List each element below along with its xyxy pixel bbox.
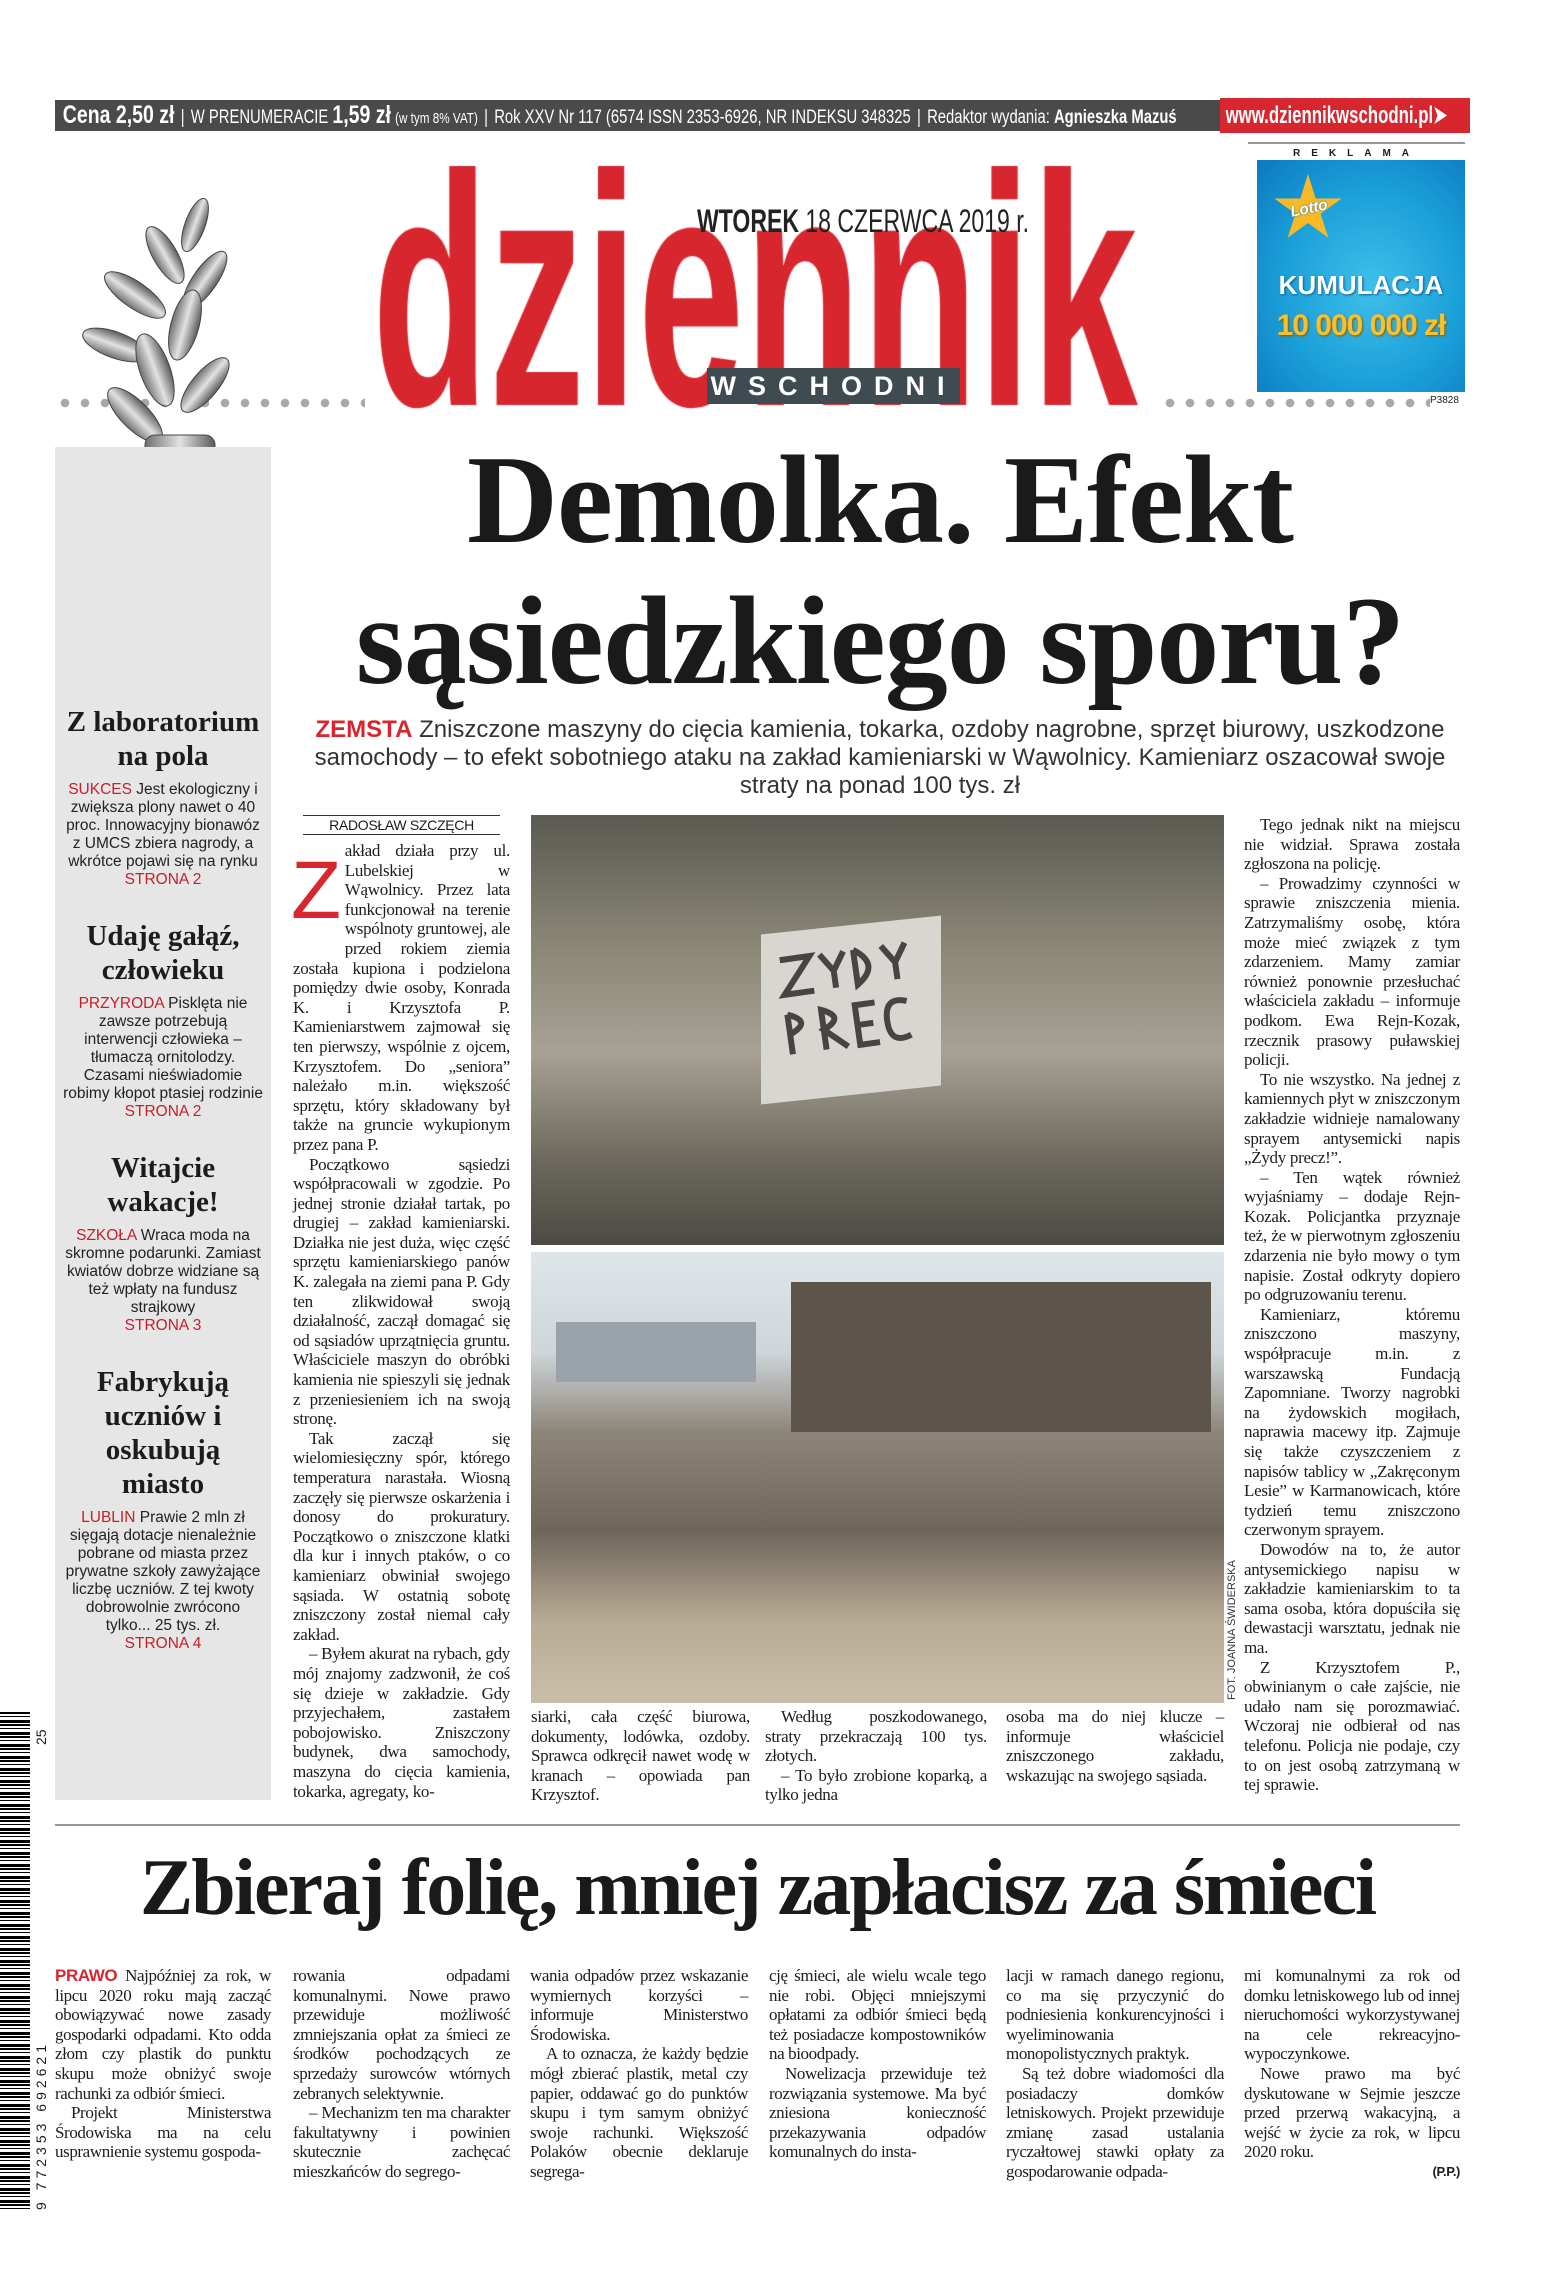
teaser-item[interactable] <box>55 1151 271 1335</box>
price-info-bar: Cena 2,50 zł | W PRENUMERACIE 1,59 zł (w tym 8% VAT) | Rok XXV Nr 117 (6574 ISSN 2353-6926, NR INDEKSU 348325 | Redaktor wydania: Agnieszka Mazuś <box>55 100 1220 131</box>
barcode <box>0 1712 30 2212</box>
teaser-page: STRONA 4 <box>124 1635 202 1652</box>
paragraph: Projekt Ministerstwa Środowiska ma na celu usprawnienie systemu gospoda- <box>55 2103 271 2162</box>
teaser-text: Pisklęta nie zawsze potrzebują interwencji człowieka – tłumaczą ornitolodzy. Czasami nieświadomie robimy kłopot ptasiej rodzinie <box>63 995 263 1102</box>
teaser-text: Wraca moda na skromne podarunki. Zamiast kwiatów dobrze widziane są też wpłaty na fundusz strajkowy <box>65 1227 261 1316</box>
second-article-column-3 <box>530 1966 748 2182</box>
dotted-divider <box>1160 398 1430 408</box>
paragraph: Z Krzysztofem P., obwinianym o całe zajście, nie udało nam się porozmawiać. Wczoraj nie odbierał od nas telefonu. Policja nie podaje, czy to on jest osobą zatrzymaną w tej sprawie. <box>1244 1657 1460 1795</box>
cursor-icon: ➤ <box>1433 102 1448 129</box>
paragraph: Nowe prawo ma być dyskutowane w Sejmie jeszcze przed przerwą wakacyjną, a wejść w życie za rok, w lipcu 2020 roku. <box>1244 2063 1460 2162</box>
paragraph: A to oznacza, że każdy będzie mógł zbierać plastik, metal czy papier, oddawać go do punktów skupu i tym samym obniżyć swoje rachunki. Większość Polaków obecnie deklaruje segrega- <box>530 2044 748 2181</box>
second-headline: Zbieraj folię, mniej zapłacisz za śmieci <box>139 1844 1376 1932</box>
byline: RADOSŁAW SZCZĘCH <box>303 815 500 835</box>
subscription-price: 1,59 zł <box>332 101 391 129</box>
workshop-graffiti-photo <box>531 815 1224 1245</box>
teaser-text: Jest ekologiczny i zwiększa plony nawet o 40 proc. Innowacyjny bionawóz z UMCS zbiera nagrody, a wkrótce pojawi się na rynku <box>66 781 260 870</box>
lead-paragraph <box>300 716 1460 800</box>
teaser-page: STRONA 3 <box>124 1317 202 1334</box>
teaser-text: Prawie 2 mln zł sięgają dotacje nienależnie pobrane od miasta przez prywatne szkoły zawyżające liczbę uczniów. Z tej kwoty dobrowolnie zwrócono tylko... 25 tys. zł. <box>65 1509 261 1634</box>
teaser-title: Fabrykują uczniów i oskubują miasto <box>96 1366 230 1500</box>
weekday: WTOREK <box>697 203 799 239</box>
second-article-column-4 <box>769 1966 986 2162</box>
teaser-page: STRONA 2 <box>124 1103 202 1120</box>
article-column-5 <box>1244 815 1460 1795</box>
website-link[interactable] <box>1220 98 1470 133</box>
paragraph: – Byłem akurat na rybach, gdy mój znajomy zadzwonił, że coś się dzieje w zakładzie. Gdy przyjechałem, zastałem pobojowisko. Zniszczony budynek, dwa samochody, maszyna do cięcia kamienia, tokarka, agregaty, ko- <box>293 1644 510 1801</box>
issue-date <box>697 203 1029 240</box>
article-column-4 <box>1006 1707 1224 1785</box>
barcode-issue-number: 25 <box>33 1729 49 1745</box>
paragraph: – Mechanizm ten ma charakter fakultatywny i powinien skutecznie zachęcać mieszkańców do segrego- <box>293 2103 510 2181</box>
paragraph: – To było zrobione koparką, a tylko jedna <box>765 1765 987 1805</box>
second-article-column-5 <box>1006 1966 1224 2182</box>
teaser-page: STRONA 2 <box>124 871 202 888</box>
date: 18 CZERWCA 2019 r. <box>805 203 1030 239</box>
editor-label: Redaktor wydania: <box>927 107 1050 128</box>
second-article-column-1 <box>55 1966 271 2162</box>
issue-info: Rok XXV Nr 117 (6574 ISSN 2353-6926, NR INDEKSU 348325 <box>494 107 911 128</box>
article-column-3 <box>765 1707 987 1805</box>
paragraph: cję śmieci, ale wielu wcale tego nie robi. Objęci mniejszymi opłatami za odbiór śmieci będą też posiadacze kompostowników na bioodpady. <box>769 1966 986 2064</box>
lead-kicker: ZEMSTA <box>315 716 413 743</box>
main-headline <box>290 430 1470 712</box>
destroyed-building-photo <box>531 1252 1224 1703</box>
sidebar-teasers <box>55 447 271 1800</box>
headline-line-2: sąsiedzkiego sporu? <box>355 572 1405 711</box>
lotto-ad[interactable] <box>1257 160 1465 392</box>
section-divider <box>55 1824 1460 1826</box>
teaser-item[interactable] <box>55 1365 271 1653</box>
paragraph: – Prowadzimy czynności w sprawie zniszczenia mienia. Zatrzymaliśmy osobę, która może mieć związek z tym zdarzeniem. Mamy zamiar również ponownie przesłuchać właściciela zakładu – informuje podkom. Ewa Rejn-Kozak, rzecznik prasowy puławskiej policji. <box>1244 873 1460 1070</box>
article-column-1 <box>293 815 510 1801</box>
teaser-title: Z laboratorium na pola <box>66 706 260 772</box>
teaser-title: Udaję gałąź, człowieku <box>86 920 240 986</box>
teaser-kicker: LUBLIN <box>81 1509 136 1526</box>
paragraph: To nie wszystko. Na jednej z kamiennych płyt w zniszczonym zakładzie widnieje namalowany sprayem antysemicki napis „Żydy precz!”. <box>1244 1069 1460 1168</box>
paragraph: Według poszkodowanego, straty przekraczają 100 tys. złotych. <box>765 1707 987 1766</box>
ad-amount: 10 000 000 zł <box>1276 309 1446 342</box>
paragraph: Początkowo sąsiedzi współpracowali w zgodzie. Po jednej stronie działał tartak, po drugiej – zakład kamieniarski. Działka nie jest duża, więc część sprzętu kamieniarskiego panów K. zalegała na ziemi pana P. Gdy ten zlikwidował swoją działalność, zaczął domagać się od sąsiadów uprzątnięcia gruntu. Właściciele maszyn do obróbki kamienia nie spieszyli się jednak z przeniesieniem ich na swoją stronę. <box>293 1154 510 1429</box>
paragraph: wania odpadów przez wskazanie wymiernych korzyści – informuje Ministerstwo Środowiska. <box>530 1966 748 2044</box>
lead-text: Zniszczone maszyny do cięcia kamienia, tokarka, ozdoby nagrobne, sprzęt biurowy, uszkodzone samochody – to efekt sobotniego ataku na zakład kamieniarski w Wąwolnicy. Kamieniarz oszacował swoje straty na ponad 100 tys. zł <box>314 716 1446 799</box>
ad-code: P3828 <box>1430 395 1459 406</box>
graffiti-image <box>776 940 936 1060</box>
paragraph: Nowelizacja przewiduje też rozwiązania systemowe. Ma być zniesiona konieczność przekazywania odpadów komunalnych do insta- <box>769 2063 986 2162</box>
teaser-kicker: SZKOŁA <box>76 1227 137 1244</box>
ruins <box>791 1282 1211 1432</box>
paragraph: Dowodów na to, że autor antysemickiego napisu w zakładzie kamieniarskim to ta sama osoba, która dopuściła się dewastacji warsztatu, jednak nie ma. <box>1244 1539 1460 1657</box>
vat-note: (w tym 8% VAT) <box>395 110 478 127</box>
photo-credit: FOT. JOANNA ŚWIDERSKA <box>1226 1560 1238 1700</box>
headline-line-1: Demolka. Efekt <box>467 431 1293 570</box>
editor-name: Agnieszka Mazuś <box>1053 107 1177 128</box>
paragraph: Tak zaczął się wielomiesięczny spór, którego temperatura narastała. Wiosną zaczęły się pierwsze oskarżenia i donosy do prokuratury. Początkowo o zniszczone klatki dla kur i innych ptaków, o co kamieniarz obwiniał swojego sąsiada. W ostatnią sobotę zniszczony został niemal cały zakład. <box>293 1428 510 1644</box>
ad-label: REKLAMA <box>1248 142 1465 159</box>
teaser-item[interactable] <box>55 919 271 1121</box>
paragraph: osoba ma do niej klucze – informuje właściciel zniszczonego zakładu, wskazując na swojego sąsiada. <box>1006 1707 1224 1785</box>
price: Cena 2,50 zł <box>62 101 175 129</box>
paragraph: lacji w ramach danego regionu, co ma się przyczynić do podniesienia konkurencyjności i wyeliminowania monopolistycznych praktyk. <box>1006 1966 1224 2064</box>
second-article-column-2 <box>293 1966 510 2182</box>
paragraph: mi komunalnymi za rok od domku letniskowego lub od innej nieruchomości wykorzystywanej na cele rekreacyjno-wypoczynkowe. <box>1244 1966 1460 2064</box>
paragraph: akład działa przy ul. Lubelskiej w Wąwolnicy. Przez lata funkcjonował na terenie wspólnoty gruntowej, ale przed rokiem ziemia została kupiona i podzielona pomiędzy dwie osoby, Konrada K. i Krzysztofa P. Kamieniarstwem zajmował się ten pierwszy, wspólnie z ojcem, Krzysztofem. Do „seniora” należało m.in. większość sprzętu, który składowany był także na gruncie wykupionym przez pana P. <box>293 841 510 1154</box>
ad-headline: KUMULACJA <box>1278 270 1444 300</box>
paragraph: Tego jednak nikt na miejscu nie widział. Sprawa została zgłoszona na policję. <box>1244 815 1460 874</box>
paragraph: siarki, cała część biurowa, dokumenty, lodówka, ozdoby. Sprawca odkręcił nawet wodę w kranach – opowiada pan Krzysztof. <box>531 1707 750 1805</box>
drop-cap: Z <box>291 845 341 936</box>
teaser-title: Witajcie wakacje! <box>107 1152 219 1218</box>
second-kicker: PRAWO <box>55 1966 118 1985</box>
subscription-label: W PRENUMERACIE <box>190 107 329 128</box>
author-signature: (P.P.) <box>1432 2163 1460 2179</box>
roof <box>556 1322 756 1382</box>
second-article-column-6 <box>1244 1966 1460 2182</box>
paragraph: rowania odpadami komunalnymi. Nowe prawo przewiduje możliwość zmniejszania opłat za śmieci ze środków pochodzących ze sprzedaży surowców wtórnych zebranych selektywnie. <box>293 1966 510 2103</box>
paragraph: – Ten wątek również wyjaśniamy – dodaje Rejn-Kozak. Policjantka przyznaje też, że w pierwotnym zgłoszeniu zdarzenia nie było mowy o tym napisie. Został odkryty dopiero po odgruzowaniu terenu. <box>1244 1167 1460 1305</box>
lotto-logo: Lotto <box>1288 196 1330 221</box>
teaser-kicker: SUKCES <box>68 781 132 798</box>
barcode-digits: 9 772353 692621 <box>33 2041 49 2210</box>
article-column-2 <box>531 1707 750 1805</box>
paragraph: Są też dobre wiadomości dla posiadaczy domków letniskowych. Projekt przewiduje zmianę zasad ustalania ryczałtowej stawki opłaty za gospodarowanie odpada- <box>1006 2063 1224 2181</box>
website-url: www.dziennikwschodni.pl <box>1225 102 1434 129</box>
masthead-subtitle: WSCHODNI <box>707 368 960 404</box>
teaser-kicker: PRZYRODA <box>78 995 164 1012</box>
paragraph: Najpóźniej za rok, w lipcu 2020 roku mają zacząć obowiązywać nowe zasady gospodarki odpadami. Kto odda złom czy plastik do punktu skupu może obniżyć swoje rachunki za odbiór śmieci. <box>55 1966 271 2103</box>
paragraph: Kamieniarz, któremu zniszczono maszyny, współpracuje m.in. z warszawską Fundacją Zapomniane. Tworzy nagrobki na żydowskich mogiłach, naprawia macewy itp. Zajmuje się także czyszczeniem z napisów tablicy w „Zakręconym Lesie” w Karmanowicach, które tydzień temu zniszczono czerwonym sprayem. <box>1244 1304 1460 1540</box>
teaser-item[interactable] <box>55 705 271 889</box>
